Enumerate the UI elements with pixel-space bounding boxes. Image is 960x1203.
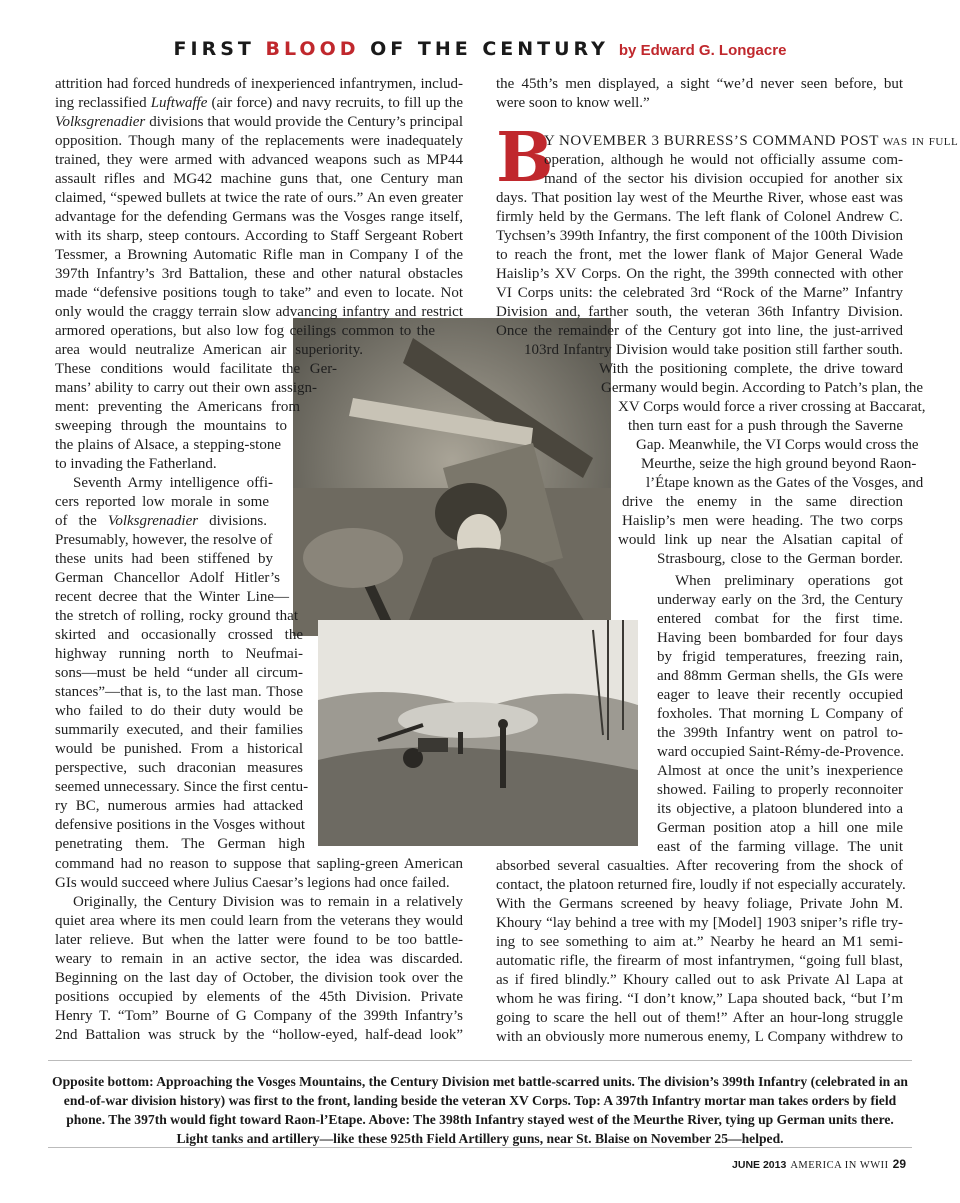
text-line: These conditions would facilitate the Ger- — [55, 361, 337, 377]
text-line: Beginning on the last day of October, the division took over the — [55, 970, 463, 986]
text-line: ward occupied Saint-Rémy-de-Provence. — [657, 744, 904, 760]
mortar-man-illustration — [293, 318, 611, 636]
text-line: 2nd Battalion was struck by the “hollow-eyed, half-dead look” — [55, 1027, 463, 1043]
text-line: made “defensive positions tough to take” and even to locate. Not — [55, 285, 463, 301]
text-line: Tessmer, a Browning Automatic Rifle man in Company I of the — [55, 247, 463, 263]
text-line: drive the enemy in the same direction — [622, 494, 903, 510]
text-line: as if fired blindly.” Khoury called out to ask Private Al Lapa at — [496, 972, 903, 988]
text-line: who failed to do their duty would be — [55, 703, 303, 719]
text-line: sons—must be held “under all circum- — [55, 665, 303, 681]
text-line: skirted and occasionally crossed the — [55, 627, 303, 643]
text-line: Strasbourg, close to the German border. — [657, 551, 903, 567]
text-line: defensive positions in the Vosges without — [55, 817, 305, 833]
text-line: Volksgrenadier divisions that would provide the Century’s principal — [55, 114, 463, 130]
title-part-2: BLOOD — [265, 38, 360, 60]
text-line: Germany would begin. According to Patch’s plan, the — [601, 380, 924, 396]
artillery-field-photo — [318, 620, 638, 846]
photo-caption: Opposite bottom: Approaching the Vosges Mountains, the Century Division met battle-scarred units. The division’s 399th Infantry (celebrated in an end-of-war division history) was first to the front, landing beside the veteran XV Corps. Top: A 397th Infantry mortar man takes orders by field phone. The 397th would fight toward Raon-l’Etape. Above: The 398th Infantry stayed west of the Meurthe River, tying up German units there. Light tanks and artillery—like these 925th Field Artillery guns, near St. Blaise on November 25—helped. — [52, 1074, 908, 1146]
text-line: German Chancellor Adolf Hitler’s — [55, 570, 280, 586]
text-line: its objective, a platoon blundered into a — [657, 801, 903, 817]
page-number: 29 — [892, 1157, 906, 1171]
text-line: mand of the sector his division occupied for another six — [544, 171, 903, 187]
text-line: later relieve. But when the latter were found to be too battle- — [55, 932, 463, 948]
drop-cap: B — [496, 118, 554, 198]
text-line: sweeping through the mountains to — [55, 418, 287, 434]
magazine-name: AMERICA IN WWII — [790, 1160, 889, 1171]
text-line: contact, the platoon returned fire, loudly if not especially accurately. — [496, 877, 906, 893]
text-line: trained, they were armed with advanced weapons such as MP44 — [55, 152, 463, 168]
text-line: Having been bombarded for four days — [657, 630, 903, 646]
text-line: Seventh Army intelligence offi- — [73, 475, 273, 491]
text-line: opposition. Though many of the replacements were inadequately — [55, 133, 463, 149]
text-line: weary to remain in an active sector, the idea was discarded. — [55, 951, 463, 967]
text-line: eager to leave their recently occupied — [657, 687, 903, 703]
text-line: Meurthe, seize the high ground beyond Raon- — [641, 456, 917, 472]
text-line: operation, although he would not officially assume com- — [544, 152, 903, 168]
text-line: ry BC, numerous armies had attacked — [55, 798, 303, 814]
text-line: claimed, “spewed bullets at twice the rate of ours.” An even greater — [55, 190, 463, 206]
text-line: ment: preventing the Americans from — [55, 399, 300, 415]
text-line: 397th Infantry’s 3rd Battalion, these and other natural obstacles — [55, 266, 463, 282]
text-line: whom he was firing. “I don’t know,” Lapa shouted back, “but I’m — [496, 991, 903, 1007]
text-line: of the Volksgrenadier divisions. — [55, 513, 267, 529]
text-line: armored operations, but also low fog ceilings common to the — [55, 323, 435, 339]
text-line: then turn east for a push through the Saverne — [628, 418, 903, 434]
text-line: Once the remainder of the Century got into line, the just-arrived — [496, 323, 903, 339]
text-line: automatic rifle, the firearm of most infantrymen, “going full blast, — [496, 953, 903, 969]
text-line: Y NOVEMBER 3 BURRESS’S COMMAND POST was in full — [544, 133, 959, 149]
text-line: cers reported low morale in some — [55, 494, 269, 510]
text-line: showed. Failing to properly reconnoiter — [657, 782, 903, 798]
text-line: Division and, farther south, the veteran 36th Infantry Division. — [496, 304, 903, 320]
text-line: penetrating them. The German high — [55, 836, 305, 852]
text-line: VI Corps units: the celebrated 3rd “Rock of the Marne” Infantry — [496, 285, 903, 301]
text-line: Henry T. “Tom” Bourne of G Company of the 399th Infantry’s — [55, 1008, 463, 1024]
text-line: attrition had forced hundreds of inexperienced infantrymen, includ- — [55, 76, 463, 92]
text-line: east of the farming village. The unit — [657, 839, 903, 855]
text-line: summarily executed, and their families — [55, 722, 303, 738]
text-line: perspective, such draconian measures — [55, 760, 303, 776]
text-line: Originally, the Century Division was to remain in a relatively — [73, 894, 463, 910]
text-line: assault rifles and MG42 machine guns that, one Century man — [55, 171, 463, 187]
text-line: would be punished. From a historical — [55, 741, 303, 757]
text-line: to invading the Fatherland. — [55, 456, 217, 472]
text-line: GIs would succeed where Julius Caesar’s legions had once failed. — [55, 875, 450, 891]
byline: by Edward G. Longacre — [618, 42, 787, 59]
text-line: underway early on the 3rd, the Century — [657, 592, 903, 608]
mortar-man-photo — [293, 318, 611, 636]
text-line: the 399th Infantry went on patrol to- — [657, 725, 903, 741]
text-line: going to scare the hell out of them!” After an hour-long struggle — [496, 1010, 903, 1026]
caption-rule-top — [48, 1060, 912, 1061]
text-line: Khoury “lay behind a tree with my [Model] 1903 sniper’s rifle try- — [496, 915, 903, 931]
text-line: these units had been stiffened by — [55, 551, 273, 567]
title-part-1: FIRST — [173, 38, 266, 60]
text-line: quiet area where its men could learn from the veterans they would — [55, 913, 463, 929]
text-line: the plains of Alsace, a stepping-stone — [55, 437, 281, 453]
text-line: positions occupied by elements of the 45th Division. Private — [55, 989, 463, 1005]
text-line: entered combat for the first time. — [657, 611, 903, 627]
text-line: days. That position lay west of the Meurthe River, whose east was — [496, 190, 903, 206]
text-line: Tychsen’s 399th Infantry, the first component of the 100th Division — [496, 228, 903, 244]
text-line: Gap. Meanwhile, the VI Corps would cross the — [636, 437, 919, 453]
text-line: 103rd Infantry Division would take position still farther south. — [524, 342, 903, 358]
artillery-illustration — [318, 620, 638, 846]
text-line: l’Étape known as the Gates of the Vosges, and — [646, 475, 924, 491]
text-line: to reach the front, met the lower flank of Major General Wade — [496, 247, 903, 263]
text-line: the stretch of rolling, rocky ground that — [55, 608, 298, 624]
text-line: only would the craggy terrain slow advancing infantry and restrict — [55, 304, 463, 320]
text-line: area would neutralize American air superiority. — [55, 342, 363, 358]
text-line: the 45th’s men displayed, a sight “we’d never seen before, but — [496, 76, 903, 92]
text-line: With the positioning complete, the drive toward — [599, 361, 903, 377]
text-line: ing reclassified Luftwaffe (air force) and navy recruits, to fill up the — [55, 95, 463, 111]
text-line: foxholes. That morning L Company of — [657, 706, 903, 722]
text-line: XV Corps would force a river crossing at Baccarat, — [618, 399, 926, 415]
text-line: Haislip’s XV Corps. On the right, the 399th connected with other — [496, 266, 903, 282]
text-line: German position atop a hill one mile — [657, 820, 903, 836]
text-line: mans’ ability to carry out their own assign- — [55, 380, 317, 396]
text-line: Presumably, however, the resolve of — [55, 532, 273, 548]
text-line: firmly held by the Germans. The left flank of Colonel Andrew C. — [496, 209, 903, 225]
text-line: command had no reason to suppose that sapling-green American — [55, 856, 463, 872]
page-footer — [732, 1157, 906, 1171]
text-line: When preliminary operations got — [675, 573, 903, 589]
text-line: seemed unnecessary. Since the first centu- — [55, 779, 309, 795]
text-line: absorbed several casualties. After recovering from the shock of — [496, 858, 903, 874]
text-line: Almost at once the unit’s inexperience — [657, 763, 903, 779]
text-line: with an obviously more numerous enemy, L Company withdrew to — [496, 1029, 903, 1045]
issue-date: JUNE 2013 — [732, 1159, 787, 1171]
text-line: by frigid temperatures, freezing rain, — [657, 649, 903, 665]
text-line: with its sharp, steep contours. According to Staff Sergeant Robert — [55, 228, 463, 244]
text-line: advantage for the defending Germans was the Vosges range itself, — [55, 209, 463, 225]
text-line: would link up near the Alsatian capital of — [618, 532, 903, 548]
text-line: highway running north to Neufmai- — [55, 646, 303, 662]
text-line: were soon to know well.” — [496, 95, 650, 111]
text-line: Haislip’s men were heading. The two corps — [622, 513, 903, 529]
title-part-3: OF THE CENTURY — [359, 38, 609, 60]
article-title — [174, 38, 609, 60]
page-header — [0, 38, 960, 60]
caption-rule-bottom — [48, 1147, 912, 1148]
text-line: ing to see something to aim at.” Nearby he heard an M1 semi- — [496, 934, 903, 950]
text-line: With the Germans screened by heavy foliage, Private John M. — [496, 896, 903, 912]
text-line: and 88mm German shells, the GIs were — [657, 668, 903, 684]
text-line: recent decree that the Winter Line— — [55, 589, 289, 605]
text-line: stances”—that is, to the last man. Those — [55, 684, 303, 700]
